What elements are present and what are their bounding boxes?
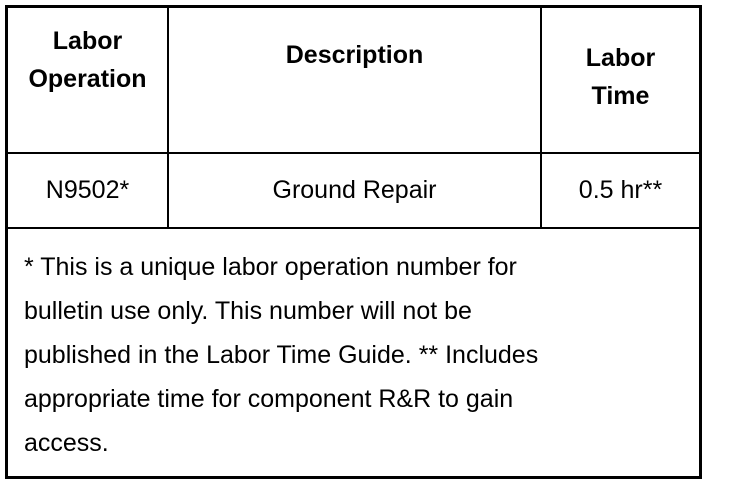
labor-time-value: 0.5 hr** [578, 176, 663, 204]
header-labor-operation-label: Labor Operation [28, 27, 147, 93]
cell-labor-operation [8, 154, 167, 227]
header-description-label: Description [285, 41, 424, 69]
labor-operation-value: N9502* [45, 176, 130, 204]
labor-table [5, 5, 702, 479]
header-labor-operation [8, 8, 167, 152]
cell-description [169, 154, 540, 227]
header-labor-time-label: Labor Time [585, 44, 656, 110]
footnote: * This is a unique labor operation number for bulletin use only. This number will not be published in the Labor Time Guide. ** Includes appropriate time for component R&R to gain access. [24, 253, 539, 457]
header-labor-time [542, 8, 699, 152]
header-description [169, 8, 540, 152]
row-divider [8, 227, 699, 229]
description-value: Ground Repair [272, 176, 437, 204]
cell-labor-time [542, 154, 699, 227]
